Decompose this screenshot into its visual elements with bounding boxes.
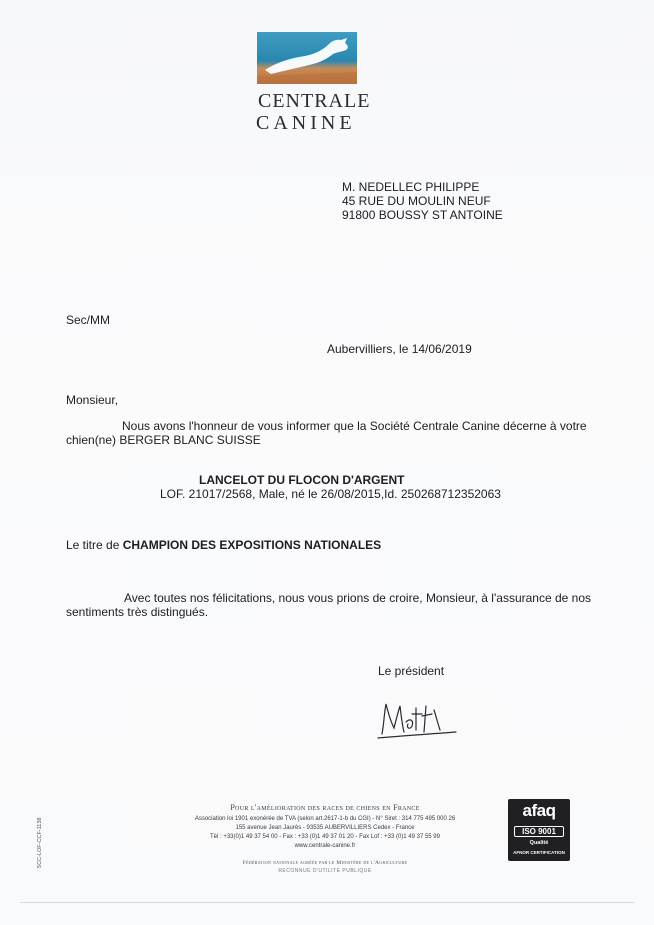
recipient-name: M. NEDELLEC PHILIPPE [342,180,480,194]
footer-address: 155 avenue Jean Jaurès - 93535 AUBERVILLIERS Cedex - France [235,825,415,831]
certifier-label: AFNOR CERTIFICATION [513,850,565,855]
recipient-city: 91800 BOUSSY ST ANTOINE [342,208,503,222]
footer-heading: Pour l'amélioration des races de chiens en France [230,803,420,812]
title-line [66,538,381,552]
afaq-logo: afaq [522,801,556,820]
recipient-address [342,180,503,222]
reference: Sec/MM [66,313,111,327]
handwritten-signature [370,694,460,744]
centrale-canine-logo [257,32,357,84]
footer-federation: Fédération nationale agréée par le Ministère de l'Agriculture [242,860,408,866]
title-prefix: Le titre de [66,538,123,552]
paragraph1-line2: chien(ne) BERGER BLANC SUISSE [66,433,261,447]
signatory: Le président [378,664,445,678]
paragraph2-line1: Avec toutes nos félicitations, nous vous prions de croire, Monsieur, à l'assurance de nos [124,591,591,605]
title-award: CHAMPION DES EXPOSITIONS NATIONALES [122,538,382,552]
dog-details: LOF. 21017/2568, Male, né le 26/08/2015,Id. 250268712352063 [160,487,501,501]
place-date: Aubervilliers, le 14/06/2019 [327,342,472,356]
recipient-street: 45 RUE DU MOULIN NEUF [342,194,491,208]
salutation: Monsieur, [66,393,119,407]
footer-phone: Tél : +33(0)1 49 37 54 00 - Fax : +33 (0)1 49 37 01 20 - Fax Lof : +33 (0)1 49 37 55 99 [210,834,440,840]
bottom-divider [20,902,634,903]
paragraph1-line1: Nous avons l'honneur de vous informer que la Société Centrale Canine décerne à votre [122,419,587,433]
iso-standard: ISO 9001 [514,826,564,837]
side-document-code: SCC-LOF-CCF-1138 [37,817,43,869]
dog-silhouette-icon [257,32,357,84]
footer-website: www.centrale-canine.fr [294,843,356,849]
quality-label: Qualité [529,840,549,846]
paragraph2-line2: sentiments très distingués. [66,605,209,619]
brand-name-line1: CENTRALE [258,90,371,112]
brand-name-line2: CANINE [256,112,356,134]
footer-legal: Association loi 1901 exonérée de TVA (selon art.2617-1-b du CGI) - N° Siret : 314 775 495 000 26 [194,816,456,822]
footer-recognition: RECONNUE D'UTILITÉ PUBLIQUE [278,868,372,874]
dog-name: LANCELOT DU FLOCON D'ARGENT [199,473,405,487]
